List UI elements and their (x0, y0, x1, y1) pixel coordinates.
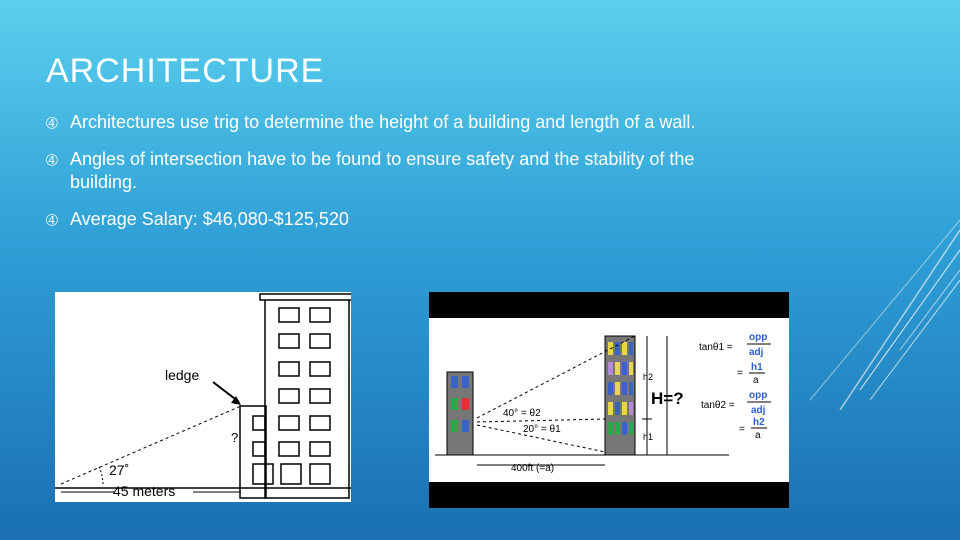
bullet-text: Architectures use trig to determine the height of a building and length of a wall. (70, 112, 696, 132)
angle2-label: 40° = θ2 (503, 408, 541, 419)
bullet-item (46, 111, 726, 134)
eq2-numerator: opp (749, 390, 768, 401)
angle-elevation-diagram (429, 292, 789, 508)
eq2-denominator: adj (751, 405, 766, 416)
decorative-lines (800, 210, 960, 410)
height-question-label: ? (231, 430, 239, 445)
angle-elevation-figure (429, 292, 789, 508)
eq1b-numerator: h1 (751, 362, 763, 373)
eq2b-equals: = (739, 424, 745, 435)
eq1b-equals: = (737, 368, 743, 379)
eq2-left: tanθ2 = (701, 400, 735, 411)
eq1-left: tanθ1 = (699, 342, 733, 353)
bullet-text: Angles of intersection have to be found to ensure safety and the stability of the building. (70, 149, 695, 192)
arrow-circle-icon: ➃ (46, 212, 58, 228)
eq1-denominator: adj (749, 347, 764, 358)
arrow-circle-icon: ➃ (46, 115, 58, 131)
ledge-label: ledge (165, 367, 200, 383)
arrow-circle-icon: ➃ (46, 152, 58, 168)
h1-label: h1 (643, 432, 654, 442)
slide-title: ARCHITECTURE (46, 52, 325, 90)
building-ledge-diagram (55, 292, 351, 502)
bullet-item (46, 148, 726, 194)
angle-label: 27˚ (109, 462, 130, 478)
eq2b-denominator: a (755, 430, 761, 441)
bullet-list (46, 111, 726, 245)
eq1b-denominator: a (753, 375, 759, 386)
angle1-label: 20° = θ1 (523, 424, 561, 435)
eq2b-numerator: h2 (753, 417, 765, 428)
distance-label: 45 meters (113, 483, 176, 499)
height-label: H=? (651, 389, 684, 408)
bullet-item (46, 208, 726, 231)
distance-label: 400ft (=a) (511, 463, 555, 474)
bullet-text: Average Salary: $46,080-$125,520 (70, 209, 349, 229)
eq1-numerator: opp (749, 332, 768, 343)
building-ledge-figure (55, 292, 351, 502)
h2-label: h2 (643, 372, 654, 382)
